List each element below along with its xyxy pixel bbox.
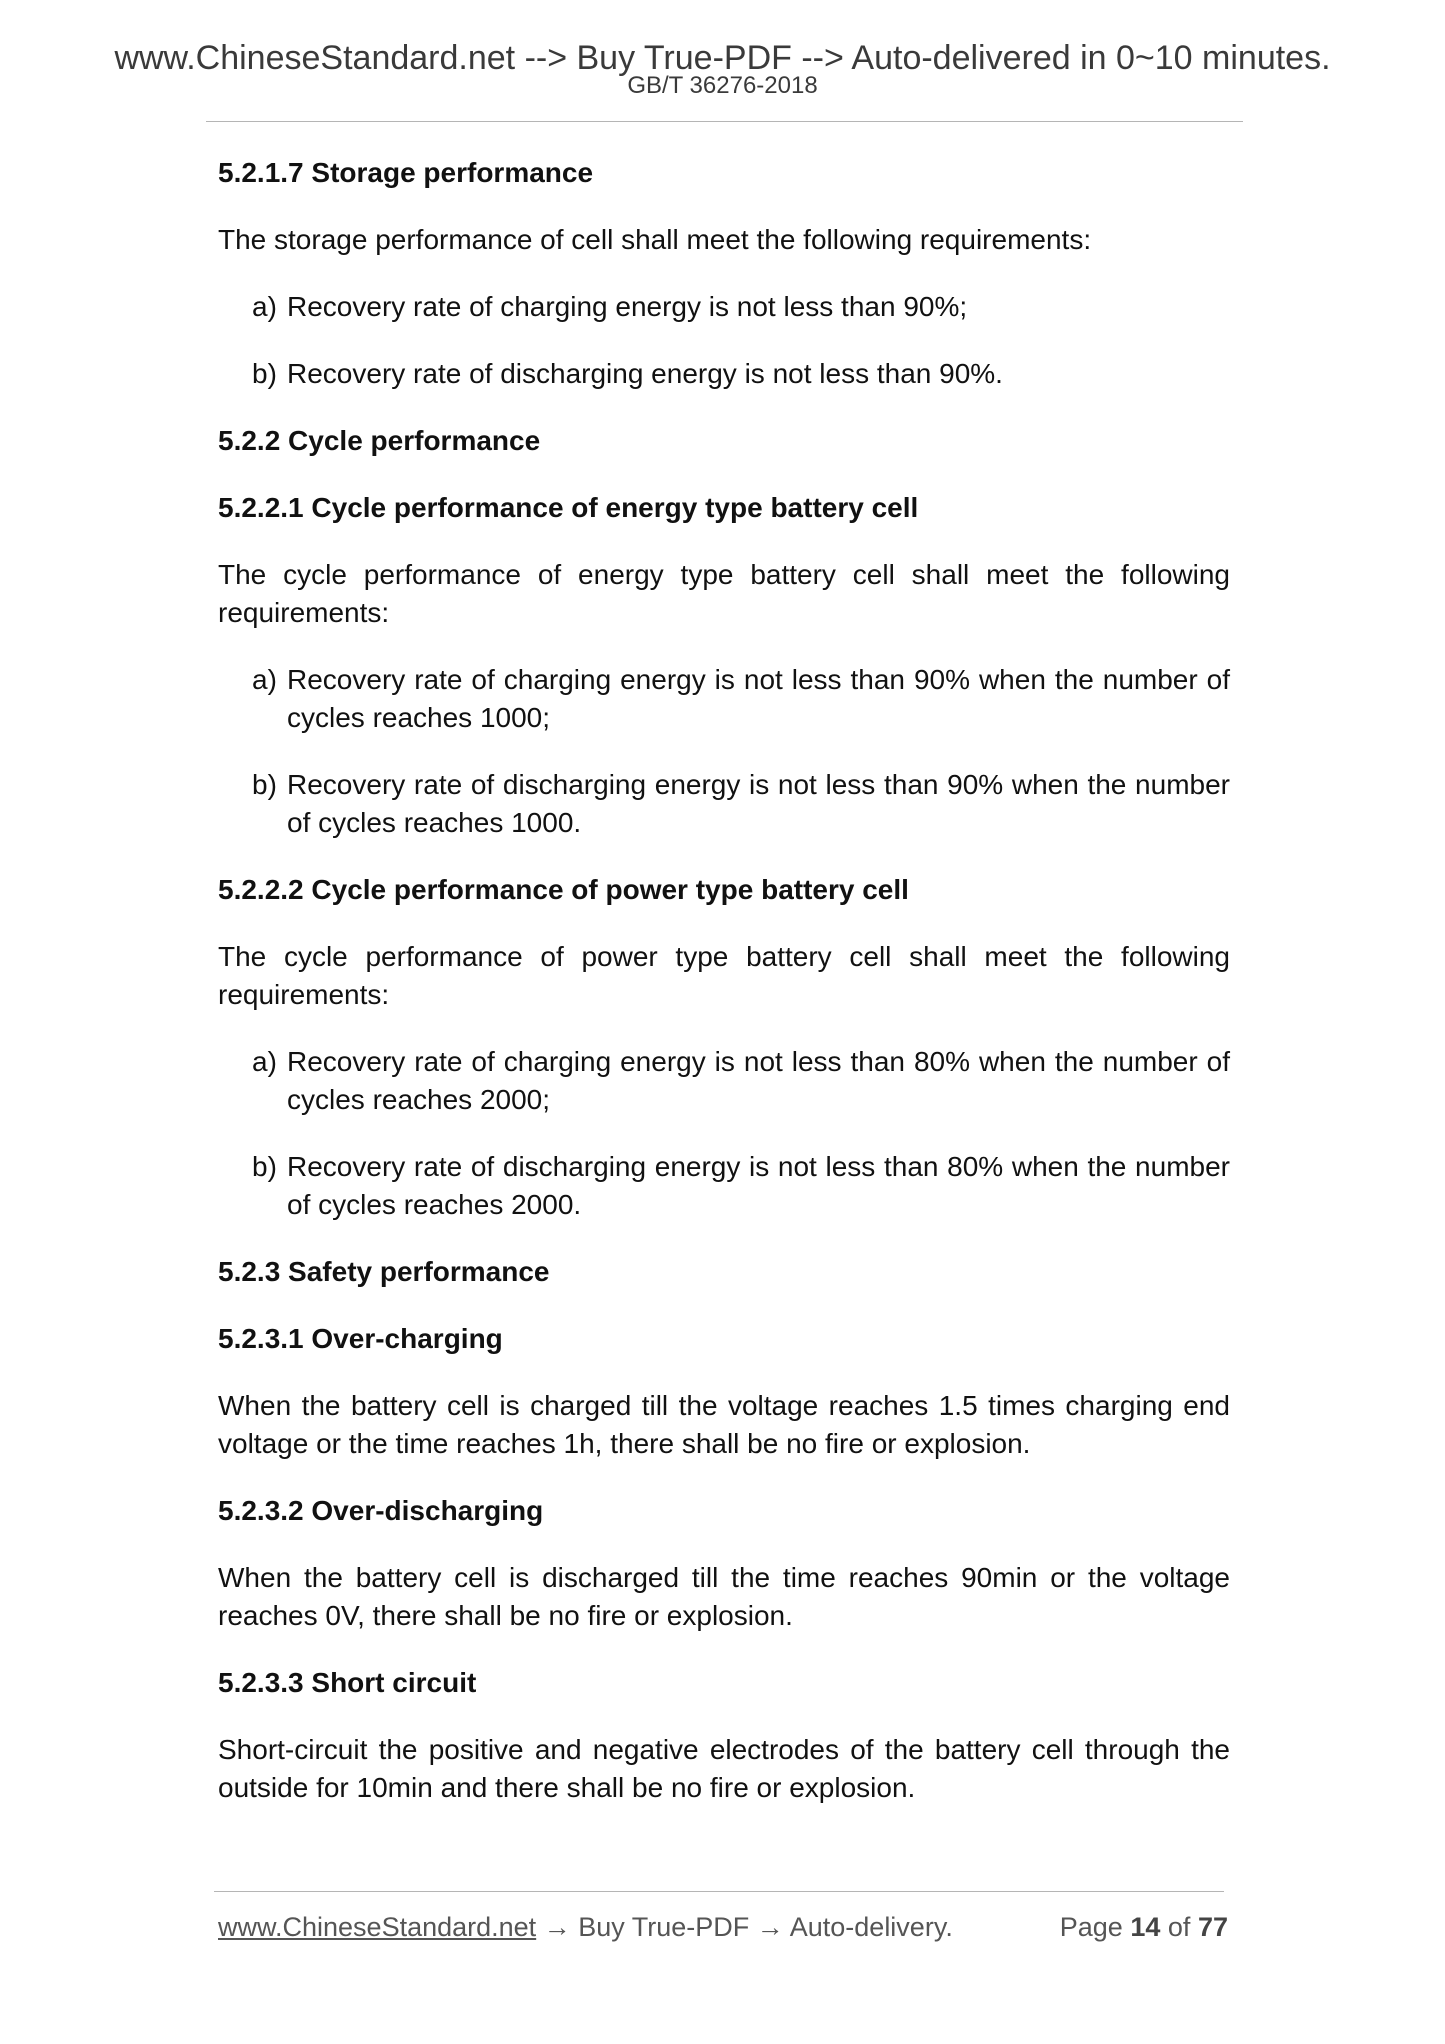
list-item-text: Recovery rate of discharging energy is not less than 90%. — [287, 358, 1003, 389]
list-item-label: b) — [252, 1151, 277, 1182]
list-item-label: a) — [252, 1046, 277, 1077]
page-current: 14 — [1130, 1912, 1161, 1942]
section-heading-5-2-3-3: 5.2.3.3 Short circuit — [218, 1667, 477, 1698]
page-word: Page — [1059, 1912, 1123, 1942]
section-heading-5-2-2-2: 5.2.2.2 Cycle performance of power type battery cell — [218, 874, 909, 905]
paragraph-over-discharging: When the battery cell is discharged till the time reaches 90min or the voltage reaches 0V, there shall be no fire or explosion. — [218, 1562, 1230, 1631]
paragraph-power-cycle-intro: The cycle performance of power type battery cell shall meet the following requirements: — [218, 941, 1230, 1010]
header-banner: www.ChineseStandard.net --> Buy True-PDF --> Auto-delivered in 0~10 minutes. — [114, 39, 1331, 77]
section-heading-5-2-3: 5.2.3 Safety performance — [218, 1256, 550, 1287]
header-divider — [206, 121, 1243, 122]
section-heading-5-2-2: 5.2.2 Cycle performance — [218, 425, 541, 456]
footer-divider — [214, 1891, 1224, 1892]
list-item-text: Recovery rate of discharging energy is not less than 80% when the number of cycles reaches 2000. — [287, 1151, 1230, 1220]
list-item-label: a) — [252, 291, 277, 322]
section-heading-5-2-3-1: 5.2.3.1 Over-charging — [218, 1323, 503, 1354]
page-footer — [218, 1910, 1228, 1944]
page-total: 77 — [1197, 1912, 1228, 1942]
section-heading-5-2-1-7: 5.2.1.7 Storage performance — [218, 157, 594, 188]
list-item-text: Recovery rate of charging energy is not less than 80% when the number of cycles reaches 2000; — [287, 1046, 1230, 1115]
list-item-label: a) — [252, 664, 277, 695]
paragraph-energy-cycle-intro: The cycle performance of energy type battery cell shall meet the following requirements: — [218, 559, 1230, 628]
list-item-text: Recovery rate of charging energy is not less than 90%; — [287, 291, 968, 322]
list-item — [218, 1043, 1230, 1119]
section-heading-5-2-2-1: 5.2.2.1 Cycle performance of energy type battery cell — [218, 492, 919, 523]
list-item — [218, 1148, 1230, 1224]
list-item-label: b) — [252, 769, 277, 800]
document-code: GB/T 36276-2018 — [627, 72, 818, 99]
paragraph-storage-intro: The storage performance of cell shall meet the following requirements: — [218, 224, 1092, 255]
list-item — [218, 288, 1230, 326]
list-item-label: b) — [252, 358, 277, 389]
paragraph-over-charging: When the battery cell is charged till the voltage reaches 1.5 times charging end voltage or the time reaches 1h, there shall be no fire or explosion. — [218, 1390, 1230, 1459]
footer-tagline: → Buy True-PDF → Auto-delivery. — [536, 1912, 953, 1942]
document-body — [218, 154, 1230, 1836]
list-item — [218, 766, 1230, 842]
page-indicator — [1060, 1910, 1228, 1944]
list-item — [218, 355, 1230, 393]
section-heading-5-2-3-2: 5.2.3.2 Over-discharging — [218, 1495, 544, 1526]
list-item-text: Recovery rate of charging energy is not less than 90% when the number of cycles reaches 1000; — [287, 664, 1230, 733]
list-item-text: Recovery rate of discharging energy is not less than 90% when the number of cycles reaches 1000. — [287, 769, 1230, 838]
list-item — [218, 661, 1230, 737]
footer-site-link[interactable]: www.ChineseStandard.net — [218, 1912, 537, 1942]
paragraph-short-circuit: Short-circuit the positive and negative electrodes of the battery cell through the outside for 10min and there shall be no fire or explosion. — [218, 1734, 1230, 1803]
page-of-word: of — [1167, 1912, 1191, 1942]
